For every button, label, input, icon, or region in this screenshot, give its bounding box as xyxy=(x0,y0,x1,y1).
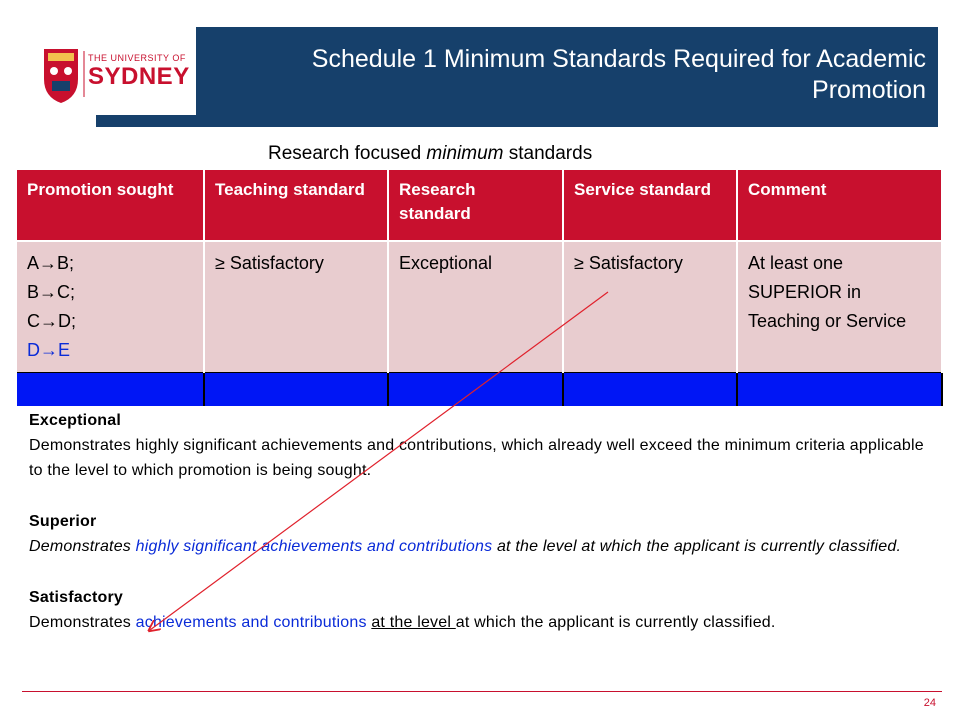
header-research-standard: Research standard xyxy=(388,170,563,241)
header-service-standard: Service standard xyxy=(563,170,737,241)
cell-comment: At least one SUPERIOR in Teaching or Service xyxy=(737,241,942,373)
subtitle-post: standards xyxy=(503,143,593,164)
header-teaching-standard: Teaching standard xyxy=(204,170,388,241)
satisfactory-underline: at the level xyxy=(371,614,456,631)
page-number: 24 xyxy=(923,697,936,709)
satisfactory-post: at which the applicant is currently classified. xyxy=(455,614,776,631)
header-comment: Comment xyxy=(737,170,942,241)
logo-text-small: THE UNIVERSITY OF xyxy=(88,53,186,63)
satisfactory-heading: Satisfactory xyxy=(29,589,123,606)
header-promotion-sought: Promotion sought xyxy=(17,170,204,241)
superior-blue: highly significant achievements and contributions xyxy=(135,538,493,555)
title-line-1: Schedule 1 Minimum Standards Required for Academic xyxy=(311,45,926,73)
title-line-2: Promotion xyxy=(812,76,926,104)
promotion-a-b: A→B; xyxy=(27,253,75,273)
superior-heading: Superior xyxy=(29,513,97,530)
subtitle-italic: minimum xyxy=(426,143,504,164)
superior-pre: Demonstrates xyxy=(29,538,136,555)
cell-teaching: ≥ Satisfactory xyxy=(204,241,388,373)
satisfactory-blue: achievements and contributions xyxy=(135,614,367,631)
superior-post: at the level at which the applicant is currently classified. xyxy=(492,538,902,555)
subtitle-pre: Research focused xyxy=(268,143,427,164)
cell-service: ≥ Satisfactory xyxy=(563,241,737,373)
exceptional-text: Demonstrates highly significant achievements and contributions, which already well exceed the minimum criteria applicable to the level to which promotion is being sought. xyxy=(29,437,924,479)
exceptional-heading: Exceptional xyxy=(29,412,122,429)
promotion-c-d: C→D; xyxy=(27,311,76,331)
satisfactory-pre: Demonstrates xyxy=(29,614,136,631)
promotion-d-e: D→E xyxy=(27,340,71,360)
logo-text-sydney: SYDNEY xyxy=(88,63,190,90)
promotion-b-c: B→C; xyxy=(27,282,76,302)
footer-divider xyxy=(22,691,942,692)
cell-research: Exceptional xyxy=(388,241,563,373)
